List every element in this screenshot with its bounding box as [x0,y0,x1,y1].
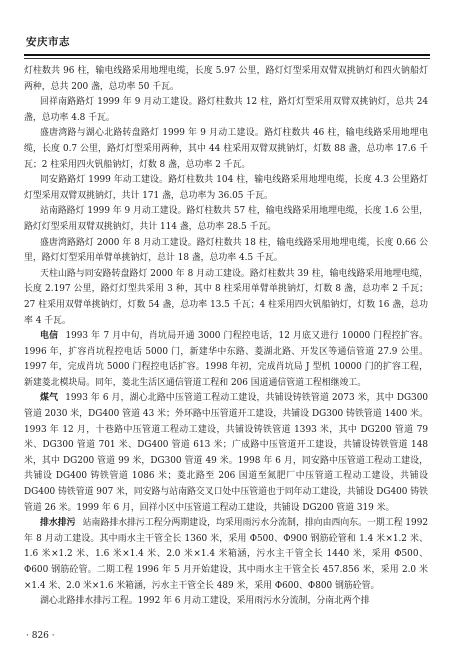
paragraph [24,173,428,204]
paragraph [24,204,428,235]
paragraph [24,236,428,267]
paragraph-text: 站南路路灯 1999 年 9 月动工建设。路灯柱数共 57 柱，输电线路采用地埋电缆，长度 1.6 公里，路灯灯型采用双臂双挑钠灯，共计 114 盏，总功率 28.5 千瓦。 [24,206,428,232]
paragraph-text: 1993 年 6 月，湖心北路中压管道工程动工建设，共铺设铸铁管道 2073 米，其中 DG300 管道 2030 米，DG400 管道 43 米；外环路中压管道开工建设，共铺设 DG300 铸铁管道 1400 米。1993 年 12 月，十巷路中压管道工程动工建设，共铺设铸铁管道 1393 米，其中 DG200 管道 79 米、DG300 管道 701 米、DG400 管道 613 米；广成路中压管道开工建设，共铺设铸铁管道 148 米，其中 DG200 管道 99 米，DG300 管道 49 米。1998 年 6 月，同安路中压管道工程动工建设，共铺设 DG400 铸铁管道 1086 米；菱北路至 206 国道至氮肥厂中压管道工程动工建设，共铺设 DG400 铸铁管道 907 米，同安路与站南路交叉口处中压管道也于同年动工建设，共铺设 DG400 铸铁管道 26 米。1999 年 6 月，回祥小区中压管道工程动工建设，共铺设 DG200 管道 319 米。 [24,393,429,513]
section-lead-telecom: 电信 [40,331,59,342]
paragraph-text: 湖心北路排水排污工程。1992 年 6 月动工建设，采用雨污水分流制，分南北两个排 [40,596,370,607]
paragraph [24,64,428,95]
paragraph-text: 盛唐湾路与湖心北路转盘路灯 1999 年 9 月动工建设。路灯柱数共 46 柱，输电线路采用地埋电缆，长度 0.7 公里，路灯灯型采用两种，其中 44 柱采用双臂双挑钠灯，灯数 88 盏，总功率 17.6 千瓦；2 柱采用四火钒船钠灯，灯数 8 盏，总功率 2 千瓦。 [24,128,428,170]
body-text [24,64,428,610]
paragraph-text: 回祥南路路灯 1999 年 9 月动工建设。路灯柱数共 12 柱，路灯灯型采用双臂双挑钠灯，总共 24 盏，总功率 4.8 千瓦。 [24,97,428,123]
section-lead-drainage: 排水排污 [40,518,76,529]
paragraph [24,594,428,610]
paragraph-telecom [24,329,428,391]
paragraph-text: 天柱山路与同安路转盘路灯 2000 年 8 月动工建设。路灯柱数共 39 柱，输电线路采用地埋电缆，长度 2.197 公里，路灯灯型共采用 3 种，其中 8 柱采用单臂单挑钠灯，灯数 8 盏，总功率 2 千瓦；27 柱采用双臂单挑钠灯，灯数 54 盏，总功率 13.5 千瓦；4 柱采用四火钒船钠灯，灯数 16 盏，总功率 4 千瓦。 [24,268,428,326]
paragraph [24,267,428,329]
paragraph-text: 站南路排水排污工程分两期建设，均采用雨污水分流制，排向由西向东。一期工程 1992 年 8 月动工建设。其中雨水主干管全长 1360 米，采用 Φ500、Φ900 钢筋砼管和 1.4 米×1.2 米、1.6 米×1.2 米、1.6 米×1.4 米、2.0 米×1.4 米箱涵，污水主干管全长 1440 米，采用 Φ500、Φ600 钢筋砼管。二期工程 1996 年 5 月开始建设，其中雨水主干管全长 457.856 米，采用 2.0 米×1.4 米、2.0 米×1.6 米箱涵，污水主干管全长 489 米，采用 Φ600、Φ800 钢筋砼管。 [24,518,428,591]
page-number: · 826 · [26,631,55,641]
paragraph-text: 1993 年 7 月中旬，肖坑局开通 3000 门程控电话，12 月底又进行 10000 门程控扩容。1996 年，扩容肖坑程控电话 5000 门，新建华中东路、菱湖北路、开发区等通信管道 27.9 公里。1997 年，完成肖坑 5000 门程控电话扩容。1998 年初，完成肖坑局 J 型机 10000 门的扩容工程，新建菱北模块局。同年，菱北生活区通信管道工程和 206 国道通信管道工程相继竣工。 [24,331,428,388]
paragraph-text: 同安路路灯 1999 年动工建设。路灯柱数共 104 柱，输电线路采用地埋电缆，长度 4.3 公里路灯灯型采用双臂双挑钠灯，共计 171 盏，总功率为 36.05 千瓦。 [24,175,428,201]
header-rule-thick [24,54,430,56]
paragraph-drainage [24,516,428,594]
running-header: 安庆市志 [26,36,70,48]
header-rule-thin [24,58,430,59]
paragraph [24,126,428,173]
paragraph-text: 灯柱数共 96 柱，输电线路采用地埋电缆，长度 5.97 公里，路灯灯型采用双臂双挑钠灯和四火钠船灯两种，总共 200 盏，总功率 50 千瓦。 [24,66,428,92]
paragraph [24,95,428,126]
paragraph-gas [24,391,428,516]
paragraph-text: 盛唐湾路路灯 2000 年 8 月动工建设。路灯柱数共 18 柱，输电线路采用地埋电缆，长度 0.66 公里，路灯灯型采用单臂单挑钠灯，总计 18 盏，总功率 4.5 千瓦。 [24,237,428,264]
section-lead-gas: 煤气 [40,393,59,404]
